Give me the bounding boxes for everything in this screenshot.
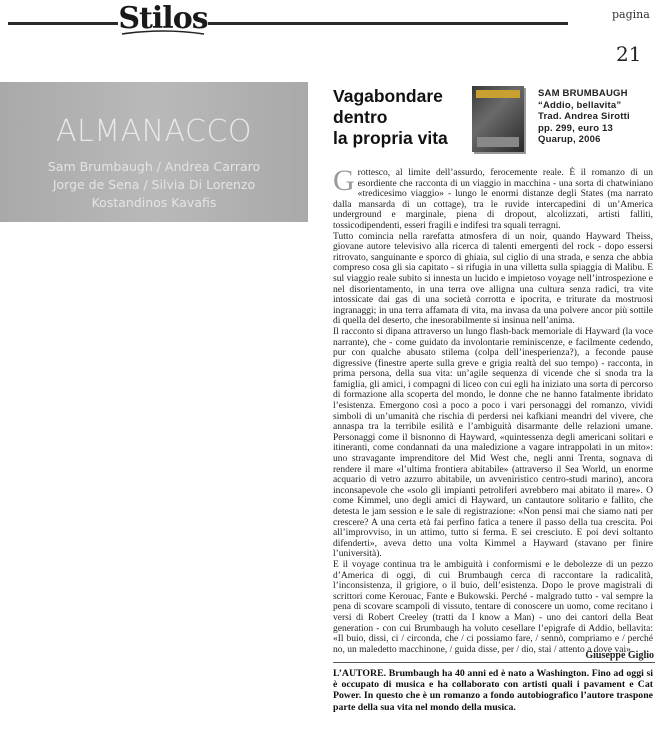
almanacco-names xyxy=(0,158,308,212)
drop-cap: G xyxy=(333,164,355,197)
book-info xyxy=(538,88,658,146)
paragraph: Tutto comincia nella rarefatta atmosfera di un noir, quando Hayward Theiss, giovane autore televisivo alla ricerca di talenti emergenti del rock - dopo essersi ritrovato, sanguinante e sporco di ghiaia, sul ciglio di una strada, e senza che abbia compreso cosa gli sia capitato - si rifugia in una villetta sulla spiaggia di Malibu. E sul viaggio reale subito si innesta un lucido e impietoso voyage nell’introspezione e nel disorientamento, in una terra ove alligna una cultura senza radici, tra vite intossicate dai gas di una società corrotta e ipocrita, e triturate da mostruosi ingranaggi; in una terra affamata di vita, ma invasa da una polvere ancor più sottile di quella del deserto, che inesorabilmente si insinua nell’anima. xyxy=(333,231,653,327)
article-headline xyxy=(333,86,463,149)
almanacco-names-line: Sam Brumbaugh / Andrea Carraro xyxy=(47,159,261,174)
book-cover-image xyxy=(472,86,524,152)
article-signature: Giuseppe Giglio xyxy=(585,650,654,661)
headline-line: la propria vita xyxy=(333,128,448,148)
almanacco-title: ALMANACCO xyxy=(55,114,253,149)
headline-line: dentro xyxy=(333,107,388,127)
book-author: SAM BRUMBAUGH xyxy=(538,88,628,99)
pagina-label: pagina xyxy=(612,8,650,21)
masthead-rule-right xyxy=(208,22,568,25)
almanacco-names-line: Jorge de Sena / Silvia Di Lorenzo xyxy=(52,177,256,192)
almanacco-names-line: Kostandinos Kavafis xyxy=(91,195,217,210)
masthead xyxy=(0,0,664,66)
paragraph: Il racconto si dipana attraverso un lungo flash-back memoriale di Hayward (la voce narrante), che - come guidato da involontarie reminiscenze, e facilmente cedendo, pur con qualche abusato stilema (colpa dell’inesperienza?), a feconde pause digressive (finestre aperte sulla greve e grigia realtà del suo tempo) - racconta, in prima persona, della sua vita: un’agile sequenza di vicende che si snoda tra la famiglia, gli amici, i compagni di liceo con cui egli ha iniziato una sorta di percorso di formazione alla scoperta del mondo, le donne che ne hanno fatalmente ibridato l’esistenza. Emergono così a poco a poco i vari personaggi del romanzo, vividi simboli di un’umanità che rischia di perdersi nei kafkiani meandri del vivere, che annaspa tra la terribile esilità e l’ambiguità disarmante delle relazioni umane. Personaggi come il bisnonno di Hayward, «quintessenza degli americani solitari e itineranti, come condannati da una maledizione a vagare intrappolati in un mito»: uno stravagante imprenditore del Mid West che, negli anni Trenta, sognava di rendere il mare «l’ultima frontiera abitabile» (attraverso il Sea World, un enorme acquario di vetro azzurro abitabile, un avveniristico centro-studi marino), ancora inconsapevole che «solo gli impianti petroliferi avrebbero mai abitato il mare». O come Kimmel, uno degli amici di Hayward, un cantautore solitario e fallito, che detesta le jam session e le sale di registrazione: «Non pensi mai che siamo nati per crescere? A una certa età fai perfino fatica a tenere il passo della tua crescita. Poi all’improvviso, in un attimo, tutto si ferma. E sei cresciuto. E poi devi soltanto difenderti», aveva detto una volta Kimmel a Hayward (stavano per finire l’università). xyxy=(333,326,653,560)
headline-line: Vagabondare xyxy=(333,86,443,106)
author-note-rule xyxy=(333,662,655,663)
page-number: 21 xyxy=(616,42,642,66)
stilos-logo: Stilos xyxy=(118,1,208,36)
cover-band xyxy=(476,90,520,98)
book-pages-price: pp. 299, euro 13 xyxy=(538,122,614,134)
author-note: L’AUTORE. Brumbaugh ha 40 anni ed è nato a Washington. Fino ad oggi si è occupato di musica e ha collaborato con artisti quali i pavament e Cat Power. In questo che è un romanzo a fondo autobiografico l’autore traspone parte della sua vita nel mondo della musica. xyxy=(333,668,653,713)
paragraph-text: rottesco, al limite dell’assurdo, ferocemente reale. È il romanzo di un esordiente che racconta di un viaggio in macchina - una sorta di chatwiniano «tredicesimo viaggio» - lungo le enormi distanze degli States (ma narrato dalla mansarda di un cottage), tra le ruvide intercapedini di un’America underground e marginale, piena di dropout, alcolizzati, artisti falliti, tossicodipendenti, esseri fragili e indifesi tra squali terragni. xyxy=(333,168,653,231)
paragraph xyxy=(333,164,653,232)
logo-swoosh-icon xyxy=(118,30,208,36)
paragraph: E il voyage continua tra le ambiguità i conformismi e le debolezze di un pezzo d’America di oggi, di cui Brumbaugh cerca di raccontare la radicalità, l’inconsistenza, il grigiore, o il buio, dell’esistenza. Dopo le prove magistrali di scrittori come Kerouac, Fante e Bukowski. Perché - malgrado tutto - val sempre la pena di scovare scampoli di vissuto, tentare di conoscere un uomo, come recitano i versi di Robert Creeley (tratti da I know a Man) - uno dei cantori della Beat generation - con cui Brumbaugh ha voluto cesellare l’epigrafe di Addio, bellavita: «Il buio, dissi, ci / circonda, che / ci possiamo fare, / sennò, compriamo e / perché no, un maledetto macchinone, / guida disse, per / dio, stai / attento a dove vai». xyxy=(333,559,653,655)
masthead-rule-left xyxy=(8,22,118,25)
cover-title-block xyxy=(477,137,519,147)
article-body xyxy=(333,164,653,655)
book-publisher: Quarup, 2006 xyxy=(538,134,601,145)
book-title: “Addio, bellavita” xyxy=(538,99,622,111)
book-translator: Trad. Andrea Sirotti xyxy=(538,111,630,122)
